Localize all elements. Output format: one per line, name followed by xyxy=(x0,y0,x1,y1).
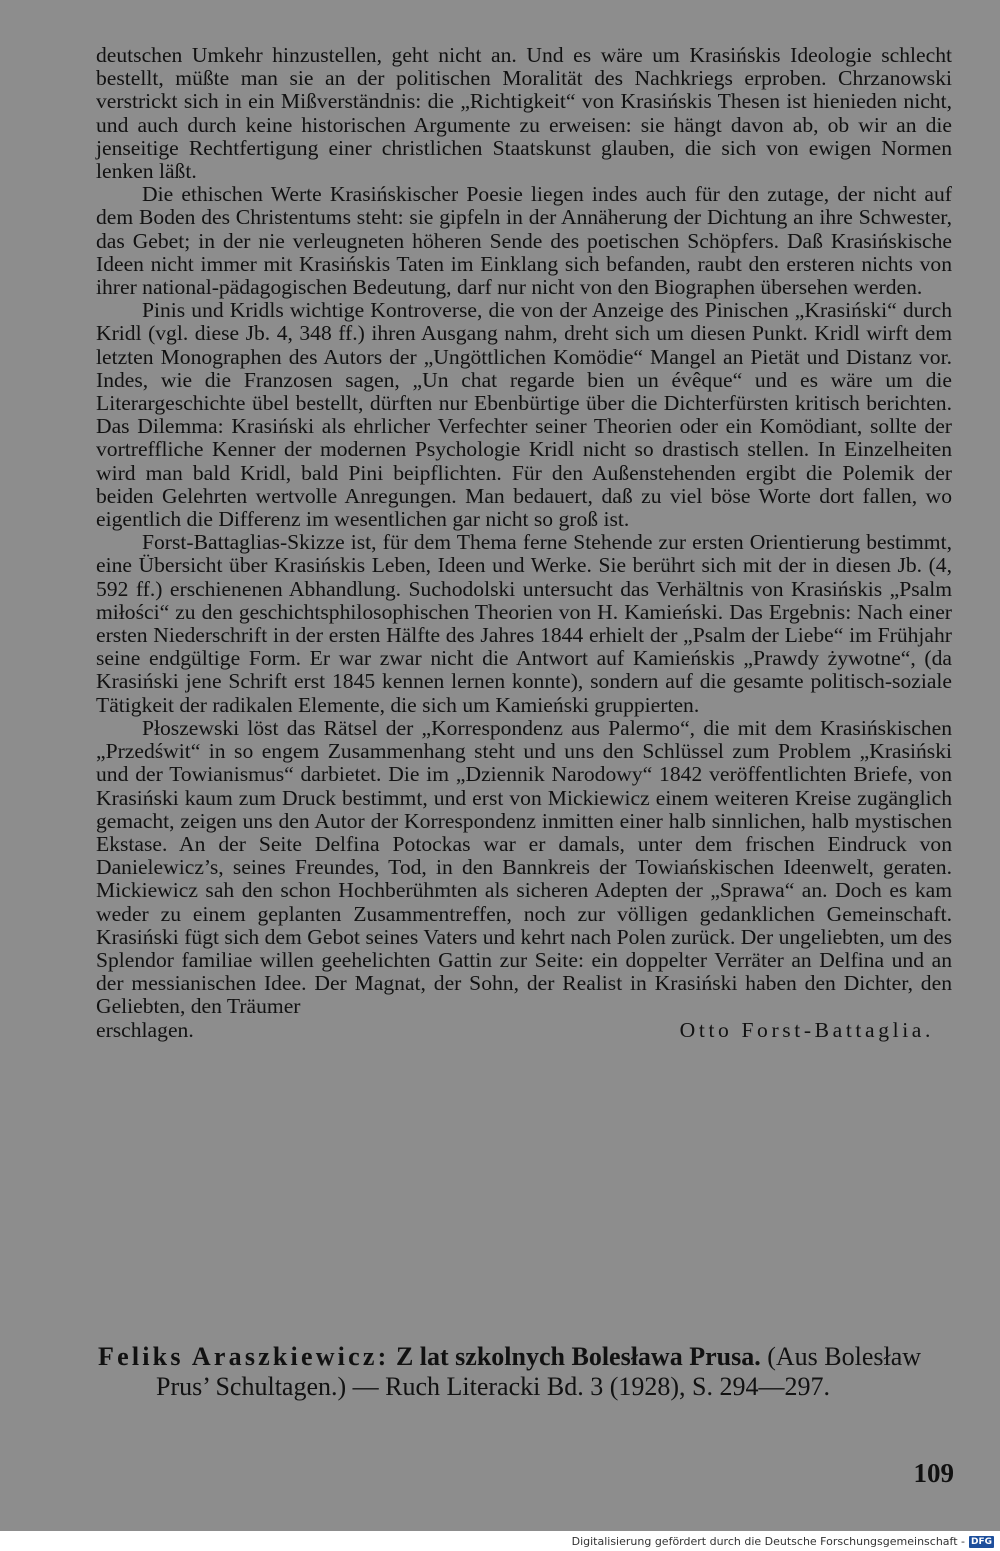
paragraph-4: Forst-Battaglias-Skizze ist, für dem Thema ferne Stehende zur ersten Orientierung bestimmt, eine Übersicht über Krasińskis Leben, Ideen und Werke. Sie berührt sich mit der in diesen Jb. (4, 592 ff.) erschienenen Abhandlung. Suchodolski untersucht das Verhältnis von Krasińskis „Psalm miłości“ zu den geschichtsphilosophischen Theorien von H. Kamieński. Das Ergebnis: Nach einer ersten Niederschrift in der ersten Hälfte des Jahres 1844 erhielt der „Psalm der Liebe“ im Frühjahr seine endgültige Form. Er war zwar nicht die Antwort auf Kamieńskis „Prawdy żywotne“, (da Krasiński jene Schrift erst 1845 kennen lernen konnte), sondern auf die gesamte politisch-soziale Tätigkeit der radikalen Elemente, die sich um Kamieński gruppierten. xyxy=(96,530,952,717)
review-body-text xyxy=(96,44,952,1042)
reviewed-source: (Aus Bolesław Prus’ Schultagen.) — Ruch Literacki Bd. 3 (1928), S. 294—297. xyxy=(156,1342,922,1401)
signature-line xyxy=(96,1019,952,1042)
dfg-logo-icon: DFG xyxy=(970,1536,992,1547)
paragraph-3: Pinis und Kridls wichtige Kontroverse, die von der Anzeige des Pinischen „Krasiński“ durch Kridl (vgl. diese Jb. 4, 348 ff.) ihren Ausgang nahm, dreht sich um diesen Punkt. Kridl wirft dem letzten Monographen des Autors der „Ungöttlichen Komödie“ Mangel an Pietät und Distanz vor. Indes, wie die Franzosen sagen, „Un chat regarde bien un évêque“ und es wäre um die Literargeschichte übel bestellt, dürften nur Ebenbürtige über die Dichterfürsten kritisch berichten. Das Dilemma: Krasiński als ehrlicher Verfechter seiner Theorien oder ein Komödiant, sollte der vortreffliche Kenner der modernen Psychologie Kridl nicht so drastisch stellen. In Einzelheiten wird man bald Kridl, bald Pini beipflichten. Für den Außenstehenden ergibt die Polemik der beiden Gelehrten wertvolle Anregungen. Man bedauert, daß zu viel böse Worte dort fallen, wo eigentlich die Differenz im wesentlichen gar nicht so groß ist. xyxy=(96,298,952,532)
page-number: 109 xyxy=(913,1458,954,1488)
next-review-heading xyxy=(98,1342,954,1402)
paragraph-5: Płoszewski löst das Rätsel der „Korrespondenz aus Palermo“, die mit dem Krasińskischen „Przedświt“ in so engem Zusammenhang steht und uns den Schlüssel zum Problem „Krasiński und der Towianismus“ darbietet. Die im „Dziennik Narodowy“ 1842 veröffentlichten Briefe, von Krasiński kaum zum Druck bestimmt, und erst von Mickiewicz einem weiteren Kreise zugänglich gemacht, zeigen uns den Autor der Korrespondenz inmitten einer halb sinnlichen, halb mystischen Ekstase. An der Seite Delfina Potockas war er damals, unter dem frischen Eindruck von Danielewicz’s, seines Freundes, Tod, in den Bannkreis der Towiańskischen Ideenwelt, geraten. Mickiewicz sah den schon Hochberühmten als sicheren Adepten der „Sprawa“ an. Doch es kam weder zu einem geplanten Zusammentreffen, noch zur völligen gedanklichen Gemeinschaft. Krasiński fügt sich dem Gebot seines Vaters und kehrt nach Polen zurück. Der ungeliebten, um des Splendor familiae willen geehelichten Gattin zur Seite: ein doppelter Verräter an Delfina und an der messianischen Idee. Der Magnat, der Sohn, der Realist in Krasiński haben den Dichter, den Geliebten, den Träumer xyxy=(96,715,952,1019)
closing-word: erschlagen. xyxy=(96,1017,194,1042)
paragraph-1: deutschen Umkehr hinzustellen, geht nicht an. Und es wäre um Krasińskis Ideologie schlecht bestellt, müßte man sie an der politischen Moralität des Nachkriegs erproben. Chrzanowski verstrickt sich in ein Mißverständnis: die „Richtigkeit“ von Krasińskis Thesen ist hienieden nicht, und auch durch keine historischen Argumente zu erweisen: sie hängt davon ab, ob wir an die jenseitige Rechtfertigung einer christlichen Staatskunst glauben, die sich von ewigen Normen lenken läßt. xyxy=(96,43,952,184)
reviewed-title: Z lat szkolnych Bolesława Prusa. xyxy=(395,1342,761,1371)
reviewer-signature: Otto Forst-Battaglia. xyxy=(679,1017,934,1042)
reviewed-author: Feliks Araszkiewicz: xyxy=(98,1342,390,1371)
digitization-footer xyxy=(572,1535,994,1548)
footer-credit: Digitalisierung gefördert durch die Deutsche Forschungsgemeinschaft - xyxy=(571,1535,965,1548)
paragraph-2: Die ethischen Werte Krasińskischer Poesie liegen indes auch für den zutage, der nicht auf dem Boden des Christentums steht: sie gipfeln in der Annäherung der Dichtung an ihre Schwester, das Gebet; in der nie verleugneten höheren Sende des poetischen Schöpfers. Daß Krasińskische Ideen nicht immer mit Krasińskis Taten im Einklang sich befanden, raubt den ersteren nichts von ihrer national-pädagogischen Bedeutung, darf nur nicht von den Biographen übersehen werden. xyxy=(96,182,952,300)
